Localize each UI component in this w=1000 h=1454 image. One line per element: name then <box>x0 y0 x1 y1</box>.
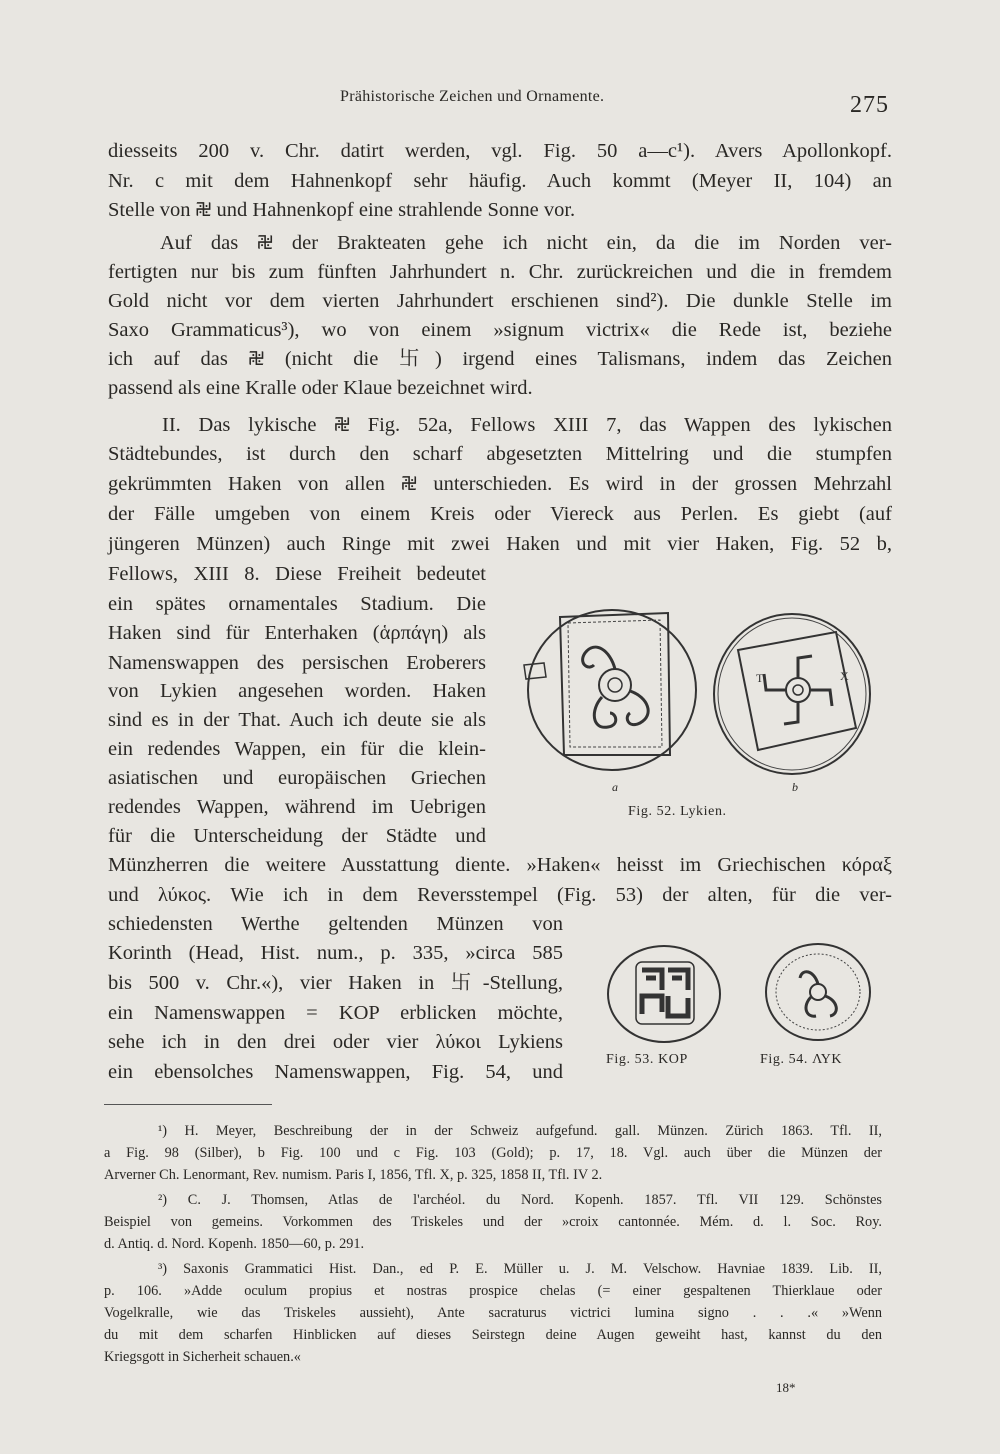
fig53-caption: Fig. 53. KOP <box>606 1052 688 1067</box>
footnote-line: ¹) H. Meyer, Beschreibung der in der Schweiz aufgefund. gall. Münzen. Zürich 1863. Tfl. II, <box>158 1123 882 1139</box>
footnote-line: ²) C. J. Thomsen, Atlas de l'archéol. du Nord. Kopenh. 1857. Tfl. VII 129. Schönstes <box>158 1192 882 1208</box>
svg-text:T: T <box>756 671 764 685</box>
fig52a-label: a <box>612 780 618 794</box>
body-line: Auf das ࿘ der Brakteaten gehe ich nicht ein, da die im Norden ver- <box>160 232 892 254</box>
body-line: ein ebensolches Namenswappen, Fig. 54, und <box>108 1061 563 1083</box>
body-line: Korinth (Head, Hist. num., p. 335, »circa 585 <box>108 942 563 964</box>
triskeles-square-coin-icon <box>520 605 700 775</box>
running-head: Prähistorische Zeichen und Ornamente. <box>340 88 605 105</box>
body-line: ich auf das ࿘ (nicht die 卐) irgend eines Talismans, indem das Zeichen <box>108 348 892 370</box>
body-line: passend als eine Kralle oder Klaue bezeichnet wird. <box>108 377 533 399</box>
fig52-caption: Fig. 52. Lykien. <box>628 804 727 819</box>
body-line: gekrümmten Haken von allen ࿘ unterschieden. Es wird in der grossen Mehrzahl <box>108 473 892 495</box>
body-line: Namenswappen des persischen Eroberers <box>108 652 486 674</box>
body-line: schiedensten Werthe geltenden Münzen von <box>108 913 563 935</box>
fig54-caption: Fig. 54. ΛΥΚ <box>760 1052 843 1067</box>
fig52b-label: b <box>792 780 798 794</box>
footnote-line: Arverner Ch. Lenormant, Rev. numism. Paris I, 1856, Tfl. X, p. 325, 1858 II, Tfl. IV 2. <box>104 1167 603 1183</box>
footnote-line: Beispiel von gemeins. Vorkommen des Triskeles und der »croix cantonnée. Mém. d. l. Soc. Roy. <box>104 1214 882 1230</box>
swastika-incuse-coin-icon <box>606 942 726 1044</box>
body-line: Städtebundes, ist durch den scharf abgesetzten Mittelring und die stumpfen <box>108 443 892 465</box>
body-line: redendes Wappen, während im Uebrigen <box>108 796 486 818</box>
body-line: für die Unterscheidung der Städte und <box>108 825 486 847</box>
page-number: 275 <box>850 92 889 118</box>
body-line: sind es in der That. Auch ich deute sie als <box>108 709 486 731</box>
body-line: II. Das lykische ࿘ Fig. 52a, Fellows XIII 7, das Wappen des lykischen <box>162 414 892 436</box>
footnote-line: ³) Saxonis Grammatici Hist. Dan., ed P. E. Müller u. J. M. Velschow. Havniae 1839. Lib. II, <box>158 1261 882 1277</box>
footnote-line: a Fig. 98 (Silber), b Fig. 100 und c Fig. 103 (Gold); p. 17, 18. Vgl. auch über die Münzen der <box>104 1145 882 1161</box>
body-line: jüngeren Münzen) auch Ringe mit zwei Haken und mit vier Haken, Fig. 52 b, <box>108 533 892 555</box>
footnote-line: du mit dem scharfen Hinblicken auf dieses Seirstegn deine Augen geweiht hast, kannst du den <box>104 1327 882 1343</box>
signature-mark: 18* <box>776 1380 796 1395</box>
svg-text:X: X <box>840 669 849 683</box>
page-header <box>0 88 1000 118</box>
body-line: Nr. c mit dem Hahnenkopf sehr häufig. Auch kommt (Meyer II, 104) an <box>108 170 892 192</box>
body-line: Münzherren die weitere Ausstattung diente. »Haken« heisst im Griechischen κόραξ <box>108 854 892 876</box>
footnote-line: p. 106. »Adde oculum propius et nostras prospice chelas (= einer gespaltenen Thierklaue oder <box>104 1283 882 1299</box>
body-line: diesseits 200 v. Chr. datirt werden, vgl. Fig. 50 a—c¹). Avers Apollonkopf. <box>108 140 892 162</box>
fig52b-coin-illustration <box>708 610 878 782</box>
fig52a-coin-illustration <box>520 605 700 775</box>
footnote-rule <box>104 1104 272 1105</box>
fig54-coin-illustration <box>762 942 874 1044</box>
body-line: Saxo Grammaticus³), wo von einem »signum victrix« die Rede ist, beziehe <box>108 319 892 341</box>
four-hook-round-coin-icon <box>708 610 878 782</box>
body-line: fertigten nur bis zum fünften Jahrhundert n. Chr. zurückreichen und die in fremdem <box>108 261 892 283</box>
body-line: ein spätes ornamentales Stadium. Die <box>108 593 486 615</box>
body-line: bis 500 v. Chr.«), vier Haken in 卐-Stellung, <box>108 972 563 994</box>
body-line: Haken sind für Enterhaken (ἁρπάγη) als <box>108 622 486 644</box>
body-line: Stelle von ࿘ und Hahnenkopf eine strahlende Sonne vor. <box>108 199 576 221</box>
footnote-line: Kriegsgott in Sicherheit schauen.« <box>104 1349 301 1365</box>
footnote-line: d. Antiq. d. Nord. Kopenh. 1850—60, p. 291. <box>104 1236 365 1252</box>
footnote-line: Vogelkralle, wie das Triskeles aussieht), Ante sacraturus victrici lumina signo . . .« »Wenn <box>104 1305 882 1321</box>
body-line: von Lykien angesehen worden. Haken <box>108 680 486 702</box>
body-line: der Fälle umgeben von einem Kreis oder Viereck aus Perlen. Es giebt (auf <box>108 503 892 525</box>
body-line: asiatischen und europäischen Griechen <box>108 767 486 789</box>
body-line: Fellows, XIII 8. Diese Freiheit bedeutet <box>108 563 486 585</box>
body-line: sehe ich in den drei oder vier λύκοι Lykiens <box>108 1031 563 1053</box>
body-line: Gold nicht vor dem vierten Jahrhundert erschienen sind²). Die dunkle Stelle im <box>108 290 892 312</box>
body-line: und λύκος. Wie ich in dem Reversstempel (Fig. 53) der alten, für die ver- <box>108 884 892 906</box>
body-line: ein redendes Wappen, ein für die klein- <box>108 738 486 760</box>
fig53-coin-illustration <box>606 942 726 1044</box>
body-line: ein Namenswappen = KOP erblicken möchte, <box>108 1002 563 1024</box>
triskeles-round-coin-icon <box>762 942 874 1044</box>
